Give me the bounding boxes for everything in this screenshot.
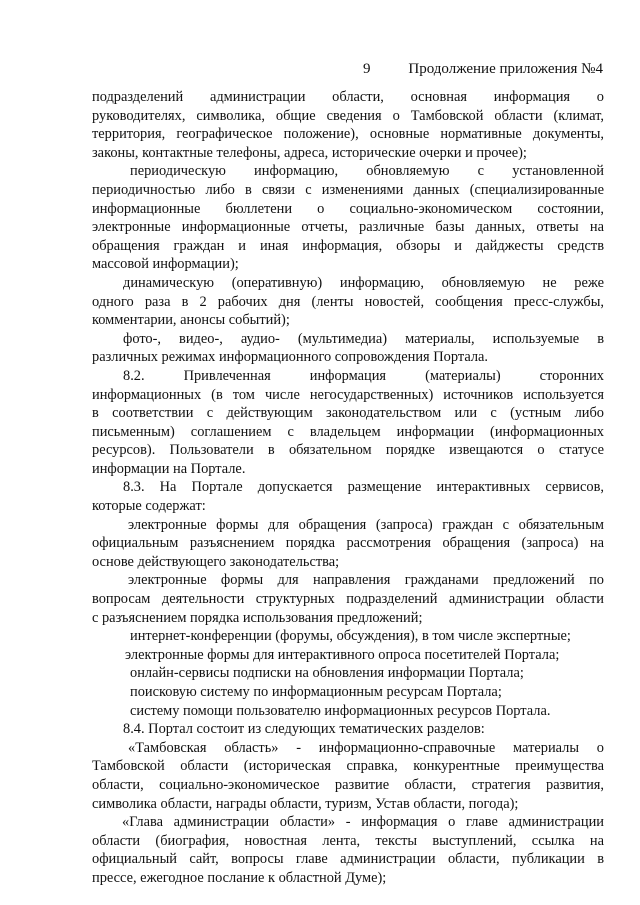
text-line: письменным) соглашением с владельцем информации (информационных: [92, 423, 604, 440]
text-line: официальным разъяснением порядка рассмотрения обращения (запроса) на: [92, 535, 604, 552]
header-title: Продолжение приложения №4: [408, 61, 603, 77]
text-line: с разъяснением порядка использования предложений;: [92, 609, 423, 626]
text-line: онлайн-сервисы подписки на обновления информации Портала;: [130, 665, 524, 682]
text-line: области, социально-экономическое развитие области, стратегия развития,: [92, 776, 604, 793]
text-line: различных режимах информационного сопровождения Портала.: [92, 349, 489, 366]
text-line: систему помощи пользователю информационных ресурсов Портала.: [130, 702, 551, 719]
text-line: 8.3. На Портале допускается размещение интерактивных сервисов,: [123, 479, 604, 496]
text-line: информационные бюллетени о социально-экономическом состоянии,: [92, 200, 604, 217]
text-line: руководителях, символика, общие сведения о Тамбовской области (климат,: [92, 107, 604, 124]
text-line: поисковую систему по информационным ресурсам Портала;: [130, 684, 502, 700]
body-text: [92, 88, 604, 888]
text-line: одного раза в 2 рабочих дня (ленты новостей, сообщения пресс-службы,: [92, 293, 604, 310]
text-line: электронные формы для направления гражданами предложений по: [128, 572, 604, 589]
text-line: электронные формы для обращения (запроса) граждан с обязательным: [128, 516, 604, 533]
text-line: Тамбовской области (историческая справка, конкурентные преимущества: [92, 758, 604, 775]
text-line: электронные информационные отчеты, различные базы данных, ответы на: [92, 219, 604, 236]
text-line: прессе, ежегодное послание к областной Думе);: [92, 869, 387, 886]
text-line: официальный сайт, вопросы главе администрации области, публикации в: [92, 851, 604, 868]
text-line: законы, контактные телефоны, адреса, исторические очерки и прочее);: [92, 144, 527, 161]
text-line: «Тамбовская область» - информационно-справочные материалы о: [128, 739, 604, 756]
text-line: комментарии, анонсы событий);: [92, 312, 290, 329]
text-line: территория, географическое положение), основные нормативные документы,: [92, 126, 604, 143]
text-line: периодичностью либо в связи с изменениями данных (специализированные: [92, 181, 604, 198]
text-line: фото-, видео-, аудио- (мультимедиа) материалы, используемые в: [123, 330, 604, 347]
text-line: основе действующего законодательства;: [92, 553, 340, 570]
page-number: 9: [363, 61, 371, 77]
text-line: ресурсов). Пользователи в обязательном порядке извещаются о статусе: [92, 442, 604, 459]
text-line: информационных (в том числе негосударственных) источников используется: [92, 386, 604, 403]
page-header: [0, 59, 640, 79]
text-line: которые содержат:: [92, 498, 206, 515]
text-line: в соответствии с действующим законодательством или с (устным либо: [92, 405, 604, 422]
text-line: периодическую информацию, обновляемую с установленной: [130, 163, 604, 180]
text-line: символика области, награды области, туризм, Устав области, погода);: [92, 795, 519, 812]
text-line: динамическую (оперативную) информацию, обновляемую не реже: [123, 274, 604, 291]
text-line: 8.2. Привлеченная информация (материалы) сторонних: [123, 367, 604, 384]
text-line: обращения граждан и иная информация, обзоры и дайджесты средств: [92, 237, 604, 254]
text-line: области (биография, новостная лента, тексты выступлений, ссылка на: [92, 832, 604, 849]
text-line: «Глава администрации области» - информация о главе администрации: [122, 814, 604, 831]
text-line: массовой информации);: [92, 256, 239, 273]
text-line: подразделений администрации области, основная информация о: [92, 89, 604, 105]
text-line: информации на Портале.: [92, 460, 246, 477]
text-line: вопросам деятельности структурных подразделений администрации области: [92, 591, 604, 608]
text-line: интернет-конференции (форумы, обсуждения), в том числе экспертные;: [130, 628, 571, 645]
text-line: электронные формы для интерактивного опроса посетителей Портала;: [125, 646, 560, 663]
text-line: 8.4. Портал состоит из следующих тематических разделов:: [123, 721, 485, 738]
